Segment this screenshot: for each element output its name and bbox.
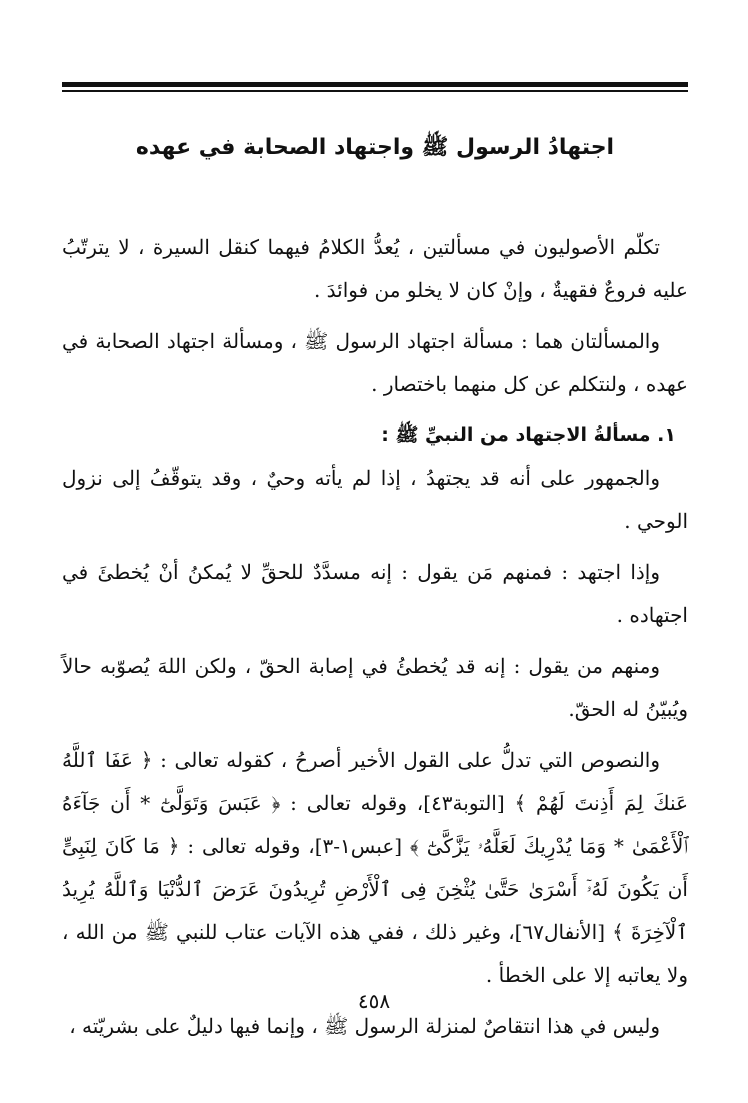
section-heading: ١. مسألةُ الاجتهاد من النبيِّ ﷺ : <box>381 424 676 446</box>
paragraph-intro: تكلّم الأصوليون في مسألتين ، يُعدُّ الكلامُ فيهما كنقل السيرة ، لا يترتّبُ عليه فروعٌ فقهيةٌ ، وإنْ كان لا يخلو من فوائدَ . <box>62 235 688 302</box>
body-text <box>62 226 688 1056</box>
top-rule-thick <box>62 82 688 87</box>
paragraph-conclusion: وليس في هذا انتقاصٌ لمنزلة الرسول ﷺ ، وإنما فيها دليلٌ على بشريّته ، <box>69 1014 660 1038</box>
paragraph-two-issues: والمسألتان هما : مسألة اجتهاد الرسول ﷺ ، ومسألة اجتهاد الصحابة في عهده ، ولنتكلم عن كل منهما باختصار . <box>62 329 688 396</box>
paragraph-first-opinion: وإذا اجتهد : فمنهم مَن يقول : إنه مسدَّدٌ للحقِّ لا يُمكنُ أنْ يُخطئَ في اجتهاده . <box>62 560 688 627</box>
top-rule-thin <box>62 90 688 92</box>
paragraph-second-opinion: ومنهم من يقول : إنه قد يُخطئُ في إصابة الحقّ ، ولكن اللهَ يُصوّبه حالاً ويُبيّنُ له الحقّ. <box>62 654 688 721</box>
page-title: اجتهادُ الرسول ﷺ واجتهاد الصحابة في عهده <box>135 135 615 160</box>
page-number: ٤٥٨ <box>357 989 391 1013</box>
paragraph-majority-view: والجمهور على أنه قد يجتهدُ ، إذا لم يأته وحيٌ ، وقد يتوقّفُ إلى نزول الوحي . <box>62 466 688 533</box>
paragraph-quranic-evidence: والنصوص التي تدلُّ على القول الأخير أصرحُ ، كقوله تعالى : ﴿ عَفَا ٱللَّهُ عَنكَ لِمَ أَذِنتَ لَهُمْ ﴾ [التوبة٤٣]، وقوله تعالى : ﴿ عَبَسَ وَتَوَلَّىٰٓ * أَن جَآءَهُ ٱلْأَعْمَىٰ * وَمَا يُدْرِيكَ لَعَلَّهُۥ يَزَّكَّىٰٓ ﴾ [عبس١-٣]، وقوله تعالى : ﴿ مَا كَانَ لِنَبِىٍّ أَن يَكُونَ لَهُۥٓ أَسْرَىٰ حَتَّىٰ يُثْخِنَ فِى ٱلْأَرْضِ تُرِيدُونَ عَرَضَ ٱلدُّنْيَا وَٱللَّهُ يُرِيدُ ٱلْآخِرَةَ ﴾ [الأنفال٦٧]، وغير ذلك ، ففي هذه الآيات عتاب للنبي ﷺ من الله ، ولا يعاتبه إلا على الخطأ . <box>62 748 688 987</box>
